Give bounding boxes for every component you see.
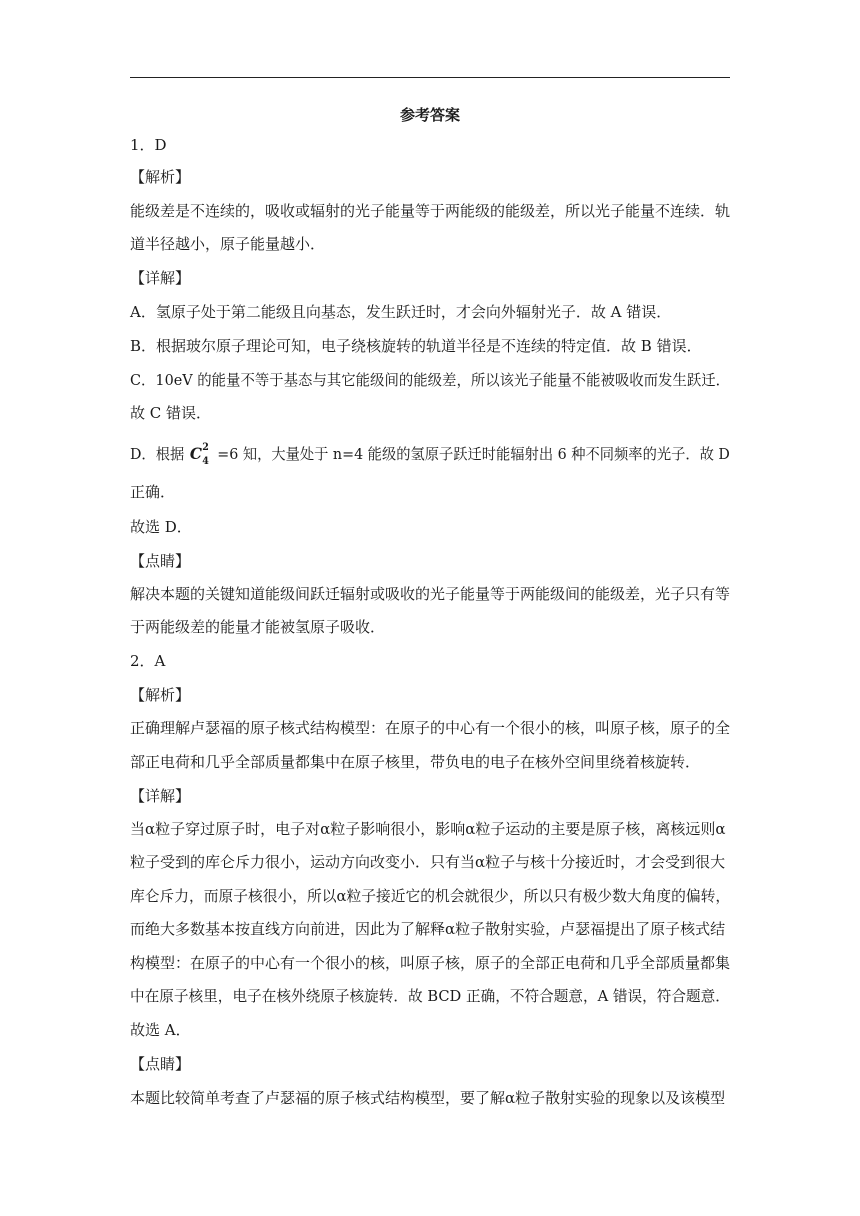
q2-analysis-line: 部正电荷和几乎全部质量都集中在原子核里，带负电的电子在核外空间里绕着核旋转． — [130, 753, 701, 771]
q2-answer: 2．A — [130, 652, 166, 670]
q2-remark-heading: 【点睛】 — [130, 1055, 191, 1073]
page-title: 参考答案 — [399, 106, 460, 124]
q2-conclusion: 故选 A． — [130, 1021, 191, 1039]
q2-detail-line: 而绝大多数基本按直线方向前进，因此为了解释α粒子散射实验，卢瑟福提出了原子核式结 — [130, 920, 726, 938]
q1-analysis-line: 能级差是不连续的，吸收或辐射的光子能量等于两能级的能级差，所以光子能量不连续．轨 — [130, 202, 731, 220]
q2-detail-line: 当α粒子穿过原子时，电子对α粒子影响很小，影响α粒子运动的主要是原子核，离核远则α — [130, 820, 726, 838]
q2-detail-line: 构模型：在原子的中心有一个很小的核，叫原子核，原子的全部正电荷和几乎全部质量都集 — [130, 954, 731, 972]
combination-formula — [189, 442, 209, 467]
q1-option-b: B．根据玻尔原子理论可知，电子绕核旋转的轨道半径是不连续的特定值．故 B 错误． — [130, 337, 702, 355]
q2-detail-line: 库仑斥力，而原子核很小，所以α粒子接近它的机会就很少，所以只有极少数大角度的偏转， — [130, 887, 731, 905]
q1-option-d-prefix: D．根据 — [130, 445, 185, 463]
q1-remark-line: 于两能级差的能量才能被氢原子吸收． — [130, 618, 386, 636]
q1-analysis-line: 道半径越小，原子能量越小． — [130, 235, 326, 253]
header-rule — [130, 77, 730, 78]
q1-option-c: C．10eV 的能量不等于基态与其它能级间的能级差，所以该光子能量不能被吸收而发生跃迁． — [130, 371, 731, 389]
q1-option-d — [130, 442, 730, 467]
q2-analysis-line: 正确理解卢瑟福的原子核式结构模型：在原子的中心有一个很小的核，叫原子核，原子的全 — [130, 719, 731, 737]
q2-detail-line: 中在原子核里，电子在核外绕原子核旋转．故 BCD 正确，不符合题意，A 错误，符合题意． — [130, 987, 730, 1005]
q2-analysis-heading: 【解析】 — [130, 686, 191, 704]
combination-sup: 2 — [202, 442, 209, 453]
combination-base: C — [189, 444, 203, 463]
q2-detail-line: 粒子受到的库仑斥力很小，运动方向改变小．只有当α粒子与核十分接近时，才会受到很大 — [130, 853, 726, 871]
q1-answer: 1．D — [130, 136, 167, 154]
q1-analysis-heading: 【解析】 — [130, 168, 191, 186]
q2-remark-line: 本题比较简单考查了卢瑟福的原子核式结构模型，要了解α粒子散射实验的现象以及该模型 — [130, 1089, 726, 1107]
q1-option-d-cont: 正确． — [130, 483, 176, 501]
q2-detail-heading: 【详解】 — [130, 787, 191, 805]
combination-sub: 4 — [202, 456, 209, 467]
q1-option-a: A．氢原子处于第二能级且向基态，发生跃迁时，才会向外辐射光子．故 A 错误． — [130, 303, 672, 321]
q1-remark-heading: 【点睛】 — [130, 552, 191, 570]
q1-remark-line: 解决本题的关键知道能级间跃迁辐射或吸收的光子能量等于两能级间的能级差，光子只有等 — [130, 585, 731, 603]
q1-option-c-cont: 故 C 错误． — [130, 404, 212, 422]
q1-option-d-suffix: =6 知，大量处于 n=4 能级的氢原子跃迁时能辐射出 6 种不同频率的光子．故 D — [217, 445, 730, 463]
q1-conclusion: 故选 D． — [130, 518, 192, 536]
q1-detail-heading: 【详解】 — [130, 269, 191, 287]
